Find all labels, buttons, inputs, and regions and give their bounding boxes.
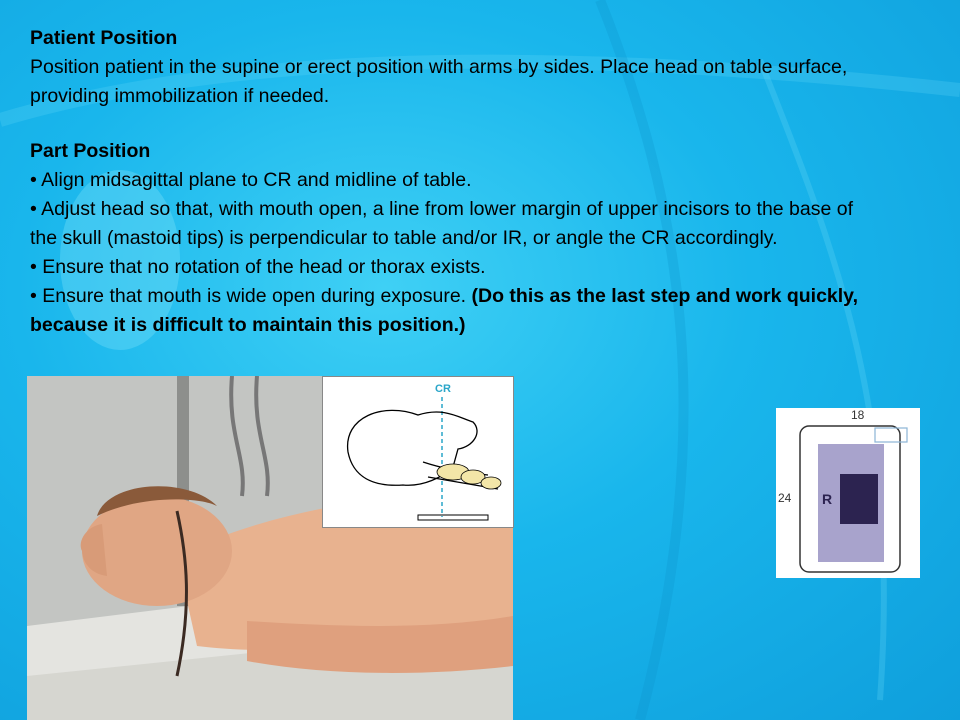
bullet-item: • Adjust head so that, with mouth open, a line from lower margin of upper incisors to the base of the skull (mastoid tips) is perpendicular to table and/or IR, or angle the CR accordingly. (30, 198, 854, 249)
patient-position-text: Position patient in the supine or erect position with arms by sides. Place head on table surface, providing immobilization if needed. (30, 56, 848, 107)
bullet-item: • Ensure that no rotation of the head or thorax exists. (30, 256, 486, 278)
bullet-item: • Align midsagittal plane to CR and midline of table. (30, 169, 472, 191)
cassette-svg (776, 408, 920, 578)
bullet-text: • Ensure that mouth is wide open during exposure. (30, 285, 467, 307)
skull-diagram (323, 377, 513, 527)
instruction-text (30, 24, 870, 340)
bullet-bold-note: (Do this as the last step and work quickly, because it is difficult to maintain this position.) (30, 285, 858, 336)
cr-label: CR (435, 383, 451, 395)
bullet-item-last (30, 282, 870, 340)
positioning-diagram (322, 376, 514, 528)
patient-position-heading: Patient Position (30, 27, 178, 49)
side-marker: R (822, 491, 833, 507)
height-label: 24 (778, 491, 792, 505)
part-position-heading: Part Position (30, 140, 151, 162)
collimation-area (840, 474, 878, 524)
ir-cassette-diagram (776, 408, 920, 578)
width-label: 18 (851, 408, 865, 422)
